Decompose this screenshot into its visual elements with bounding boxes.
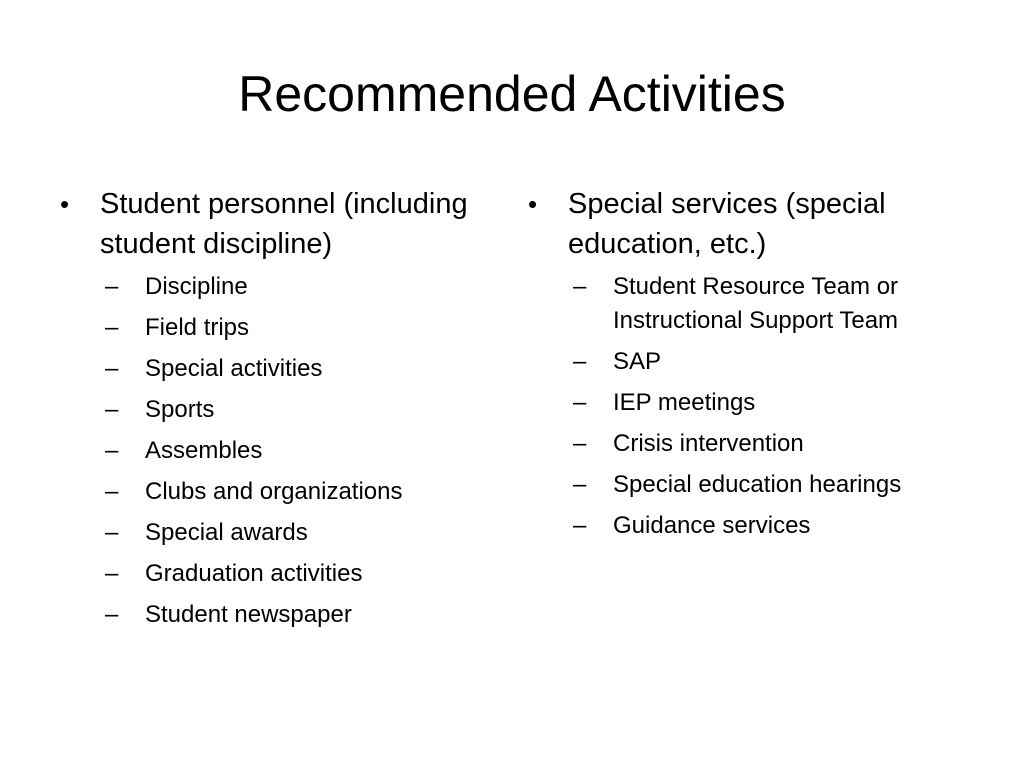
list-item xyxy=(60,311,480,345)
dash-icon: – xyxy=(105,355,119,382)
right-bullet-text: Special services (special education, etc.) xyxy=(568,188,886,260)
right-column xyxy=(528,184,968,550)
bullet-icon: • xyxy=(60,189,70,219)
dash-icon: – xyxy=(573,430,587,457)
dash-icon: – xyxy=(105,519,119,546)
list-item xyxy=(60,434,480,468)
dash-icon: – xyxy=(105,396,119,423)
dash-icon: – xyxy=(105,273,119,300)
left-bullet-text: Student personnel (including student discipline) xyxy=(100,188,468,260)
list-item-text: Special education hearings xyxy=(613,471,902,498)
dash-icon: – xyxy=(573,512,587,539)
list-item xyxy=(60,516,480,550)
list-item-text: Special awards xyxy=(145,519,308,546)
list-item xyxy=(60,598,480,632)
bullet-icon: • xyxy=(528,189,538,219)
slide-title: Recommended Activities xyxy=(238,66,786,122)
list-item xyxy=(60,270,480,304)
list-item-text: Student newspaper xyxy=(145,601,352,628)
list-item-text: Student Resource Team or Instructional Support Team xyxy=(613,273,899,334)
list-item-text: Special activities xyxy=(145,355,323,382)
list-item xyxy=(528,345,968,379)
list-item-text: Graduation activities xyxy=(145,560,363,587)
list-item xyxy=(528,509,968,543)
list-item-text: Assembles xyxy=(145,437,263,464)
list-item xyxy=(528,427,968,461)
dash-icon: – xyxy=(105,601,119,628)
list-item xyxy=(60,475,480,509)
list-item-text: Field trips xyxy=(145,314,250,341)
dash-icon: – xyxy=(573,471,587,498)
dash-icon: – xyxy=(573,389,587,416)
list-item-text: Discipline xyxy=(145,273,248,300)
right-bullet xyxy=(528,184,968,264)
list-item xyxy=(60,393,480,427)
left-sub-list xyxy=(60,270,480,632)
dash-icon: – xyxy=(573,348,587,375)
left-column xyxy=(60,184,480,639)
dash-icon: – xyxy=(105,314,119,341)
list-item-text: Clubs and organizations xyxy=(145,478,403,505)
list-item xyxy=(60,352,480,386)
list-item-text: IEP meetings xyxy=(613,389,756,416)
list-item-text: SAP xyxy=(613,348,662,375)
list-item xyxy=(528,386,968,420)
list-item xyxy=(528,270,968,338)
left-bullet xyxy=(60,184,480,264)
right-sub-list xyxy=(528,270,968,543)
dash-icon: – xyxy=(105,478,119,505)
dash-icon: – xyxy=(105,437,119,464)
dash-icon: – xyxy=(105,560,119,587)
list-item-text: Sports xyxy=(145,396,215,423)
list-item xyxy=(60,557,480,591)
list-item-text: Guidance services xyxy=(613,512,811,539)
list-item-text: Crisis intervention xyxy=(613,430,804,457)
dash-icon: – xyxy=(573,273,587,300)
list-item xyxy=(528,468,968,502)
